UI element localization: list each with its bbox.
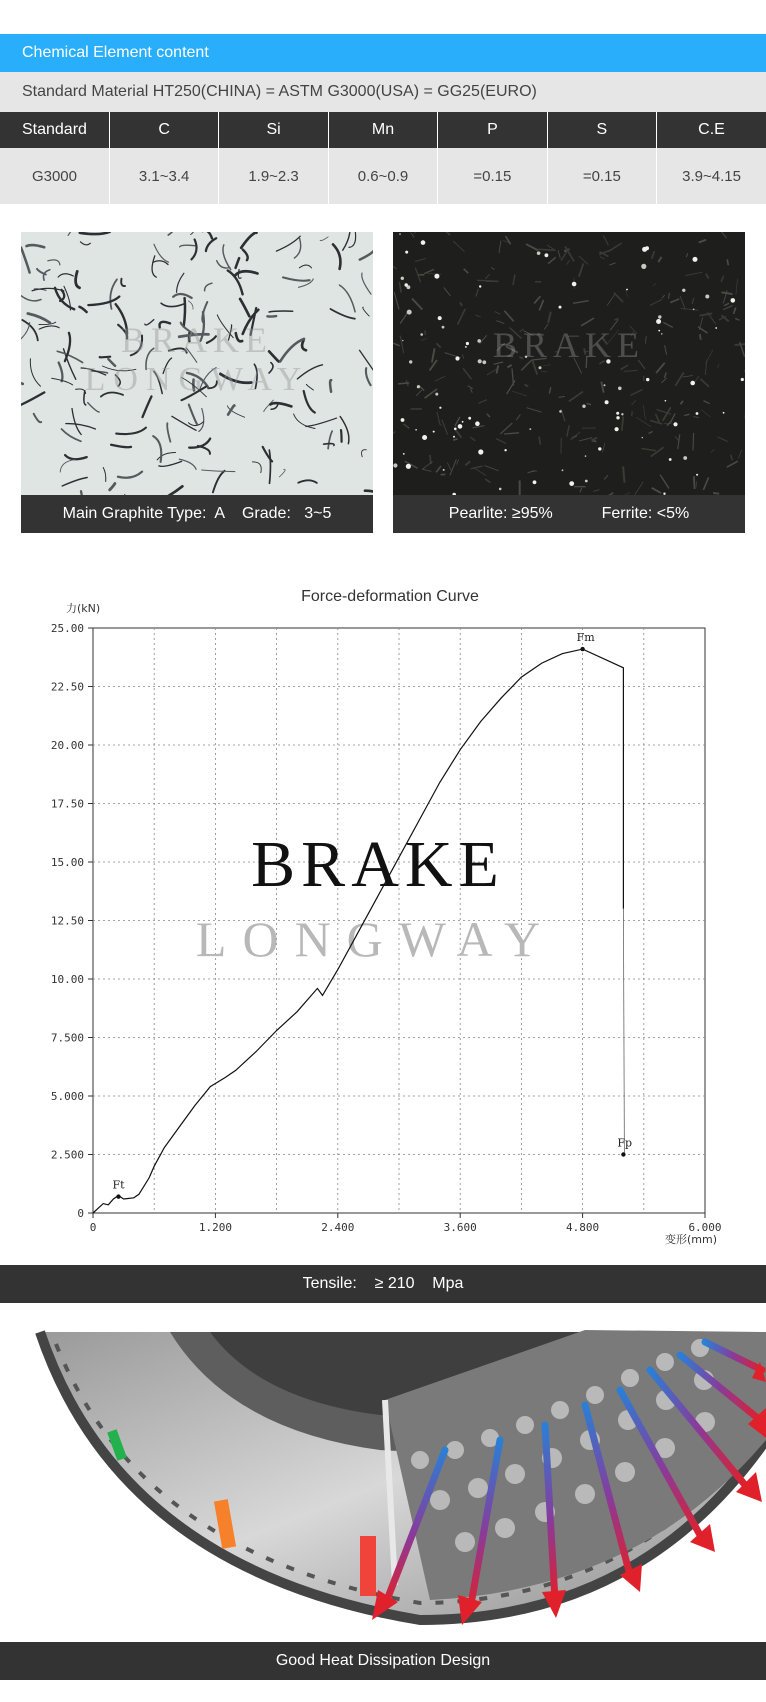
y-tick-label: 15.00 <box>50 856 84 869</box>
ferrite-speck <box>690 381 695 386</box>
table-cell: 0.6~0.9 <box>328 148 437 204</box>
chemical-table <box>0 112 766 204</box>
annotation-point <box>116 1194 120 1198</box>
ferrite-speck <box>616 416 619 419</box>
table-header: S <box>547 112 656 148</box>
table-cell: =0.15 <box>547 148 656 204</box>
pearlite-caption: Pearlite: ≥95% Ferrite: <5% <box>393 495 745 533</box>
ferrite-speck <box>478 449 483 454</box>
table-header: Standard <box>0 112 109 148</box>
ferrite-speck <box>465 346 467 348</box>
ferrite-speck <box>475 421 480 426</box>
ferrite-speck <box>455 356 459 360</box>
y-tick-label: 7.500 <box>50 1031 84 1045</box>
watermark-brake: BRAKE <box>492 325 646 365</box>
pearlite-texture <box>694 476 695 489</box>
ferrite-speck <box>401 418 405 422</box>
pearlite-texture <box>453 439 458 440</box>
force-deformation-chart <box>0 580 766 1260</box>
chart-title: Force-deformation Curve <box>301 588 479 605</box>
ferrite-speck <box>539 366 542 369</box>
ferrite-speck <box>420 333 423 336</box>
pearlite-texture <box>700 334 701 340</box>
ferrite-speck <box>604 384 606 386</box>
annotation-point <box>621 1152 625 1156</box>
ferrite-speck <box>646 378 649 381</box>
chart-svg <box>0 580 766 1260</box>
ferrite-speck <box>661 333 662 334</box>
graphite-flake <box>100 357 111 358</box>
heat-dissipation-band: Good Heat Dissipation Design <box>0 1642 766 1680</box>
x-tick-label: 0 <box>89 1221 97 1234</box>
ferrite-speck <box>616 412 619 415</box>
table-header: C <box>109 112 218 148</box>
ferrite-speck <box>545 253 549 257</box>
pearlite-texture <box>632 411 633 416</box>
section-header <box>0 34 766 72</box>
ferrite-speck <box>533 480 537 484</box>
table-cell: 3.1~3.4 <box>109 148 218 204</box>
ferrite-speck <box>618 387 622 391</box>
ferrite-speck <box>658 330 660 332</box>
ferrite-speck <box>559 306 562 309</box>
annotation-label: Fp <box>617 1136 633 1150</box>
ferrite-speck <box>696 412 699 415</box>
ferrite-speck <box>403 453 405 455</box>
ferrite-speck <box>406 464 411 469</box>
y-tick-label: 25.00 <box>50 622 84 635</box>
ferrite-speck <box>621 413 623 415</box>
pearlite-texture <box>538 249 556 250</box>
x-tick-label: 6.000 <box>688 1221 722 1234</box>
ferrite-speck <box>433 431 435 433</box>
ferrite-speck <box>479 285 481 287</box>
table-header: P <box>438 112 547 148</box>
ferrite-speck <box>693 309 695 311</box>
ferrite-speck <box>468 417 471 420</box>
ferrite-speck <box>453 436 455 438</box>
table-header-row <box>0 112 766 148</box>
ferrite-speck <box>645 246 649 250</box>
table-cell: 3.9~4.15 <box>657 148 766 204</box>
ferrite-speck <box>731 298 736 303</box>
watermark-longway: LONGWAY <box>84 361 310 398</box>
ferrite-speck <box>422 435 427 440</box>
ferrite-speck <box>462 421 464 423</box>
ferrite-speck <box>669 458 672 461</box>
ferrite-speck <box>421 240 426 245</box>
chart-watermark-longway: LONGWAY <box>195 911 557 967</box>
brake-rotor-illustration <box>0 1320 766 1640</box>
ferrite-speck <box>393 463 397 467</box>
x-tick-label: 3.600 <box>443 1221 477 1234</box>
ferrite-speck <box>405 283 408 286</box>
pearlite-texture <box>696 481 697 487</box>
standard-material-line: Standard Material HT250(CHINA) = ASTM G3000(USA) = GG25(EURO) <box>0 72 766 112</box>
table-cell: G3000 <box>0 148 109 204</box>
table-header: Mn <box>328 112 437 148</box>
ferrite-speck <box>682 289 685 292</box>
ferrite-speck <box>642 437 643 438</box>
table-row <box>0 148 766 204</box>
y-tick-label: 22.50 <box>50 680 84 694</box>
y-tick-label: 20.00 <box>50 739 84 752</box>
ferrite-speck <box>466 342 469 345</box>
x-tick-label: 4.800 <box>566 1221 600 1234</box>
ferrite-speck <box>458 424 463 429</box>
ferrite-speck <box>585 455 587 457</box>
pearlite-micrograph <box>393 232 745 495</box>
pearlite-texture <box>727 259 728 265</box>
ferrite-speck <box>572 282 577 287</box>
annotation-point <box>580 647 584 651</box>
ferrite-speck <box>407 310 412 315</box>
wear-mark-red <box>360 1536 376 1596</box>
y-axis-label: 力(kN) <box>66 602 101 615</box>
chart-watermark-brake: BRAKE <box>251 828 505 901</box>
y-tick-label: 2.500 <box>50 1148 84 1162</box>
section-title: Chemical Element content <box>22 44 209 61</box>
ferrite-speck <box>442 326 445 329</box>
ferrite-speck <box>569 481 574 486</box>
ferrite-speck <box>705 295 709 299</box>
ferrite-speck <box>683 456 687 460</box>
ferrite-speck <box>693 257 698 262</box>
ferrite-speck <box>477 339 481 343</box>
ferrite-speck <box>402 340 403 341</box>
ferrite-speck <box>454 428 457 431</box>
ferrite-speck <box>582 405 585 408</box>
y-tick-label: 10.00 <box>50 973 84 986</box>
ferrite-speck <box>439 407 441 409</box>
ferrite-speck <box>626 289 628 291</box>
tensile-band: Tensile: ≥ 210 Mpa <box>0 1265 766 1303</box>
table-header: Si <box>219 112 328 148</box>
ferrite-speck <box>529 428 531 430</box>
pearlite-texture <box>623 466 624 482</box>
ferrite-speck <box>615 427 619 431</box>
ferrite-speck <box>435 393 438 396</box>
graphite-flake <box>341 430 342 442</box>
pearlite-texture <box>398 383 409 384</box>
ferrite-speck <box>723 412 725 414</box>
ferrite-speck <box>696 474 698 476</box>
ferrite-speck <box>405 251 408 254</box>
ferrite-speck <box>504 449 506 451</box>
ferrite-speck <box>478 359 482 363</box>
y-tick-label: 5.000 <box>50 1090 84 1103</box>
ferrite-speck <box>562 469 564 471</box>
pearlite-texture <box>693 433 694 451</box>
ferrite-speck <box>715 327 717 329</box>
ferrite-speck <box>482 360 486 364</box>
ferrite-speck <box>605 400 609 404</box>
ferrite-speck <box>741 378 744 381</box>
ferrite-speck <box>443 469 445 471</box>
ferrite-speck <box>434 274 439 279</box>
ferrite-speck <box>409 360 412 363</box>
table-cell: 1.9~2.3 <box>219 148 328 204</box>
x-tick-label: 1.200 <box>198 1221 232 1234</box>
graphite-micrograph <box>21 232 373 495</box>
ferrite-speck <box>665 400 667 402</box>
y-tick-label: 0 <box>77 1207 84 1220</box>
ferrite-speck <box>673 422 677 426</box>
ferrite-speck <box>559 410 562 413</box>
ferrite-speck <box>438 316 442 320</box>
table-header: C.E <box>657 112 766 148</box>
pearlite-texture <box>713 493 719 494</box>
ferrite-speck <box>399 233 400 234</box>
ferrite-speck <box>598 447 601 450</box>
table-cell: =0.15 <box>438 148 547 204</box>
graphite-flake <box>330 380 331 392</box>
ferrite-speck <box>537 251 541 255</box>
x-axis-label: 变形(mm) <box>665 1233 718 1246</box>
y-tick-label: 17.50 <box>50 797 84 811</box>
ferrite-speck <box>585 480 588 483</box>
watermark-brake: BRAKE <box>120 320 274 360</box>
y-tick-label: 12.50 <box>50 914 84 928</box>
x-tick-label: 2.400 <box>321 1221 355 1234</box>
annotation-label: Fm <box>576 631 595 645</box>
ferrite-speck <box>658 315 661 318</box>
graphite-caption: Main Graphite Type: A Grade: 3~5 <box>21 495 373 533</box>
ferrite-speck <box>415 429 417 431</box>
ferrite-speck <box>401 277 404 280</box>
ferrite-speck <box>656 319 661 324</box>
ferrite-speck <box>641 264 646 269</box>
annotation-label: Ft <box>112 1178 125 1192</box>
ferrite-speck <box>499 488 502 491</box>
ferrite-speck <box>417 385 420 388</box>
pearlite-texture <box>477 280 494 281</box>
